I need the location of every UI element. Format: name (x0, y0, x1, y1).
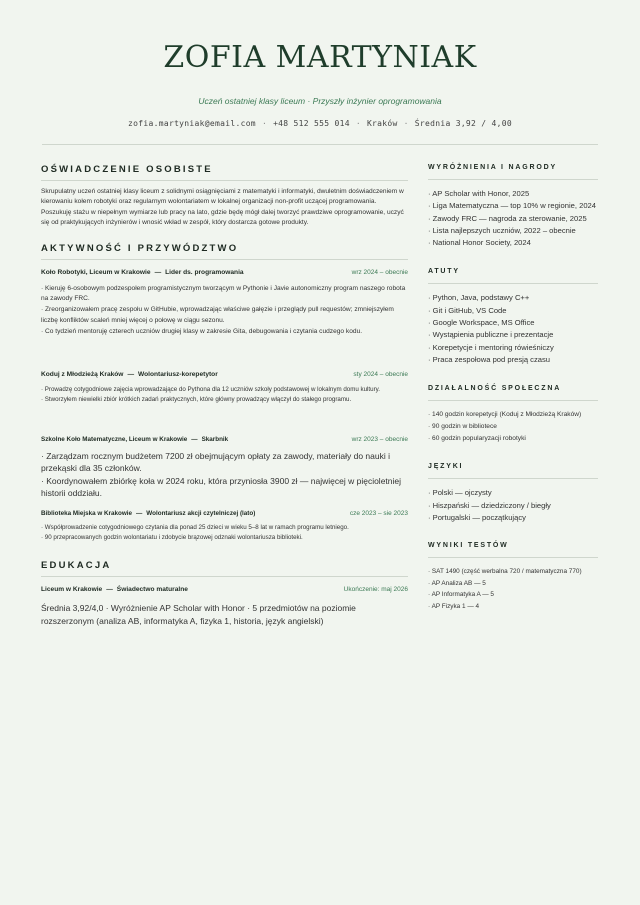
entry-header (41, 269, 408, 276)
organization: Koło Robotyki, Liceum w Krakowie (41, 268, 151, 276)
organization: Koduj z Młodzieżą Kraków (41, 370, 124, 378)
awards-list (428, 188, 598, 249)
role: Skarbnik (201, 435, 229, 443)
languages-section (428, 463, 598, 524)
activity-entry (41, 436, 408, 500)
section-title: JĘZYKI (428, 463, 598, 479)
list-item: · AP Informatyka A — 5 (428, 589, 598, 601)
separator: · (355, 119, 361, 128)
list-item: · Liga Matematyczna — top 10% w regionie, 2024 (428, 200, 598, 212)
sidebar-column (428, 164, 598, 613)
community-list (428, 409, 598, 444)
tests-section (428, 542, 598, 612)
entry-header (41, 436, 408, 443)
list-item: · 140 godzin korepetycji (Koduj z Młodzieżą Kraków) (428, 409, 598, 421)
city: Kraków (366, 119, 398, 128)
section-title: WYRÓŻNIENIA I NAGRODY (428, 164, 598, 180)
phone: +48 512 555 014 (273, 119, 350, 128)
header-divider (42, 144, 598, 145)
list-item: · 90 godzin w bibliotece (428, 421, 598, 433)
bullet: · Zreorganizowałem pracę zespołu w GitHubie, wprowadzając właściwe gałęzie i przeglądy pull requestów; zmniejszyłem liczbę konfliktów scaleń mniej więcej o połowę w ciągu sezonu. (41, 305, 408, 327)
list-item: · Praca zespołowa pod presją czasu (428, 354, 598, 366)
section-title: DZIAŁALNOŚĆ SPOŁECZNA (428, 385, 598, 401)
list-item: · Hiszpański — dziedziczony / biegły (428, 500, 598, 512)
bullet: · Zarządzam rocznym budżetem 7200 zł obejmującym opłaty za zawody, materiały do nauki i przekąski dla 35 członków. (41, 450, 408, 475)
bullet: · 90 przepracowanych godzin wolontariatu i zdobycie brązowej odznaki wolontariusza biblioteki. (41, 533, 408, 543)
list-item: · AP Scholar with Honor, 2025 (428, 188, 598, 200)
list-item: · AP Fizyka 1 — 4 (428, 601, 598, 613)
bullet: · Współprowadzenie cotygodniowego czytania dla ponad 25 dzieci w wieku 5–8 lat w ramach programu letniego. (41, 523, 408, 533)
bullet: · Koordynowałem zbiórkę koła w 2024 roku, która przyniosła 3900 zł — najwięcej w pięcioletniej historii oddziału. (41, 475, 408, 500)
organization: Biblioteka Miejska w Krakowie (41, 509, 132, 517)
list-item: · Lista najlepszych uczniów, 2022 – obecnie (428, 225, 598, 237)
degree: Świadectwo maturalne (116, 585, 188, 593)
entry-dates: wrz 2024 – obecnie (351, 268, 408, 276)
separator: · (403, 119, 409, 128)
main-column (41, 164, 408, 627)
entry-title: Koduj z Młodzieżą Kraków — Wolontariusz-korepetytor (41, 370, 218, 378)
activity-entry (41, 510, 408, 543)
role: Wolontariusz akcji czytelniczej (lato) (146, 509, 256, 517)
entry-title: Biblioteka Miejska w Krakowie — Wolontariusz akcji czytelniczej (lato) (41, 509, 256, 517)
role: Wolontariusz-korepetytor (138, 370, 218, 378)
entry-bullets (41, 385, 408, 405)
bullet: · Stworzyłem niewielki zbiór krótkich zadań praktycznych, które główny prowadzący włączył do stałego programu. (41, 395, 408, 405)
section-title: ATUTY (428, 268, 598, 284)
tagline: Uczeń ostatniej klasy liceum · Przyszły inżynier oprogramowania (198, 96, 442, 106)
entry-dates: cze 2023 – sie 2023 (349, 509, 408, 517)
graduation-date: Ukończenie: maj 2026 (343, 585, 408, 593)
entry-header (41, 371, 408, 378)
bullet: · Kieruję 6-osobowym podzespołem programistycznym tworzącym w Pythonie i Javie autonomiczny program naszego robota na zawody FRC. (41, 284, 408, 306)
education-section (41, 560, 408, 627)
organization: Szkolne Koło Matematyczne, Liceum w Krakowie (41, 435, 188, 443)
entry-bullets (41, 284, 408, 338)
entry-title: Liceum w Krakowie — Świadectwo maturalne (41, 585, 188, 593)
activity-entry (41, 269, 408, 338)
entry-bullets (41, 523, 408, 543)
tests-list (428, 566, 598, 612)
list-item: · Git i GitHub, VS Code (428, 305, 598, 317)
activity-section (41, 243, 408, 543)
section-title: WYNIKI TESTÓW (428, 542, 598, 558)
candidate-name: ZOFIA MARTYNIAK (163, 40, 477, 75)
entry-bullets (41, 450, 408, 500)
education-details: Średnia 3,92/4,0 · Wyróżnienie AP Scholar with Honor · 5 przedmiotów na poziomie rozszerzonym (analiza AB, informatyka A, fizyka 1, historia, język angielski) (41, 602, 356, 626)
summary-section (41, 164, 408, 229)
skills-list (428, 292, 598, 366)
list-item: · National Honor Society, 2024 (428, 237, 598, 249)
languages-list (428, 487, 598, 524)
gpa: Średnia 3,92 / 4,00 (414, 119, 512, 128)
school: Liceum w Krakowie (41, 585, 103, 593)
list-item: · Wystąpienia publiczne i prezentacje (428, 329, 598, 341)
summary-text: Skrupulatny uczeń ostatniej klasy liceum z solidnymi osiągnięciami z matematyki i informatyki, dwuletnim doświadczeniem w kierowaniu kołem robotyki oraz regularnym wolontariatem w lokalnej organizacji non-profit uczącej programowania. Poszukuję stażu w niepełnym wymiarze lub pracy na lato, gdzie będę mógł dalej tworzyć prawdziwe oprogramowanie, uczyć się od praktykujących inżynierów i wnosić wkład w zespół, który dostarcza gotowe produkty. (41, 188, 404, 227)
list-item: · Zawody FRC — nagroda za sterowanie, 2025 (428, 213, 598, 225)
list-item: · Python, Java, podstawy C++ (428, 292, 598, 304)
role: Lider ds. programowania (165, 268, 244, 276)
entry-title: Koło Robotyki, Liceum w Krakowie — Lider ds. programowania (41, 268, 244, 276)
list-item: · Google Workspace, MS Office (428, 317, 598, 329)
entry-dates: sty 2024 – obecnie (353, 370, 408, 378)
list-item: · Portugalski — początkujący (428, 512, 598, 524)
email: zofia.martyniak@email.com (128, 119, 256, 128)
list-item: · AP Analiza AB — 5 (428, 578, 598, 590)
activity-entry (41, 371, 408, 405)
contact-line (0, 119, 640, 128)
section-title: OŚWIADCZENIE OSOBISTE (41, 164, 408, 181)
section-title: AKTYWNOŚĆ I PRZYWÓDZTWO (41, 243, 408, 260)
entry-header (41, 586, 408, 593)
bullet: · Co tydzień mentoruję czterech uczniów drugiej klasy w zakresie Gita, debugowania i czytania cudzego kodu. (41, 327, 408, 338)
entry-dates: wrz 2023 – obecnie (351, 435, 408, 443)
separator: · (261, 119, 268, 128)
entry-header (41, 510, 408, 517)
entry-title: Szkolne Koło Matematyczne, Liceum w Krakowie — Skarbnik (41, 435, 229, 443)
section-title: EDUKACJA (41, 560, 408, 577)
community-section (428, 385, 598, 444)
list-item: · SAT 1490 (część werbalna 720 / matematyczna 770) (428, 566, 598, 578)
list-item: · Korepetycje i mentoring rówieśniczy (428, 342, 598, 354)
skills-section (428, 268, 598, 366)
list-item: · 60 godzin popularyzacji robotyki (428, 433, 598, 445)
list-item: · Polski — ojczysty (428, 487, 598, 499)
bullet: · Prowadzę cotygodniowe zajęcia wprowadzające do Pythona dla 12 uczniów szkoły podstawowej w lokalnym domu kultury. (41, 385, 408, 395)
awards-section (428, 164, 598, 249)
